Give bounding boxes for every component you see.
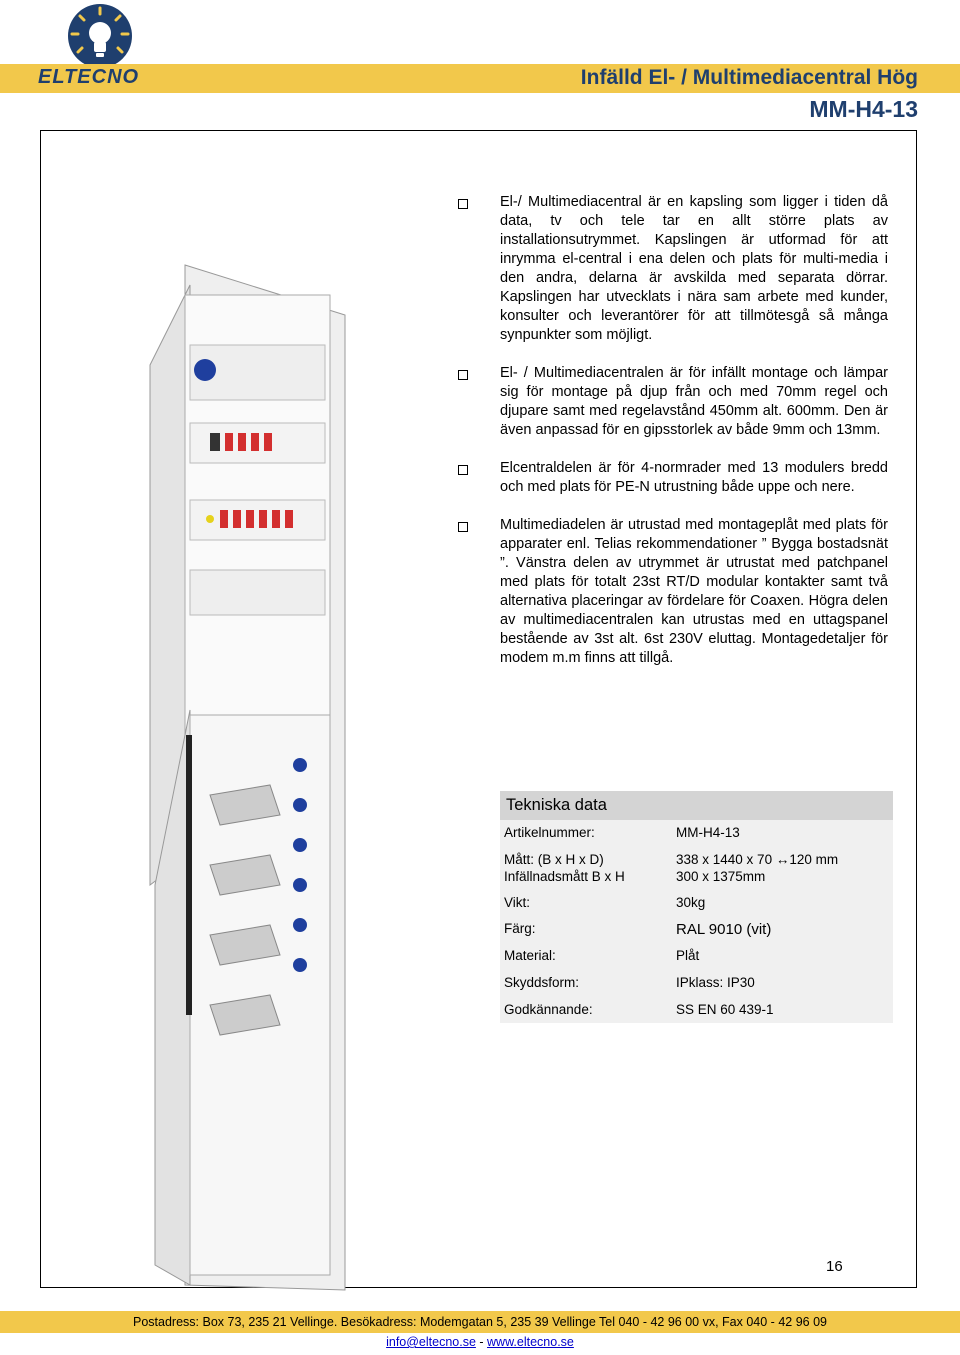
footer-address: Postadress: Box 73, 235 21 Vellinge. Besökadress: Modemgatan 5, 235 39 Vellinge Tel 040 - 42 96 00 vx, Fax 040 - 42 96 09 <box>133 1315 827 1329</box>
tech-value: 338 x 1440 x 70 ↔120 mm <box>676 852 839 867</box>
bullet-box-icon <box>458 522 468 532</box>
footer-separator: - <box>475 1335 488 1349</box>
website-link[interactable]: www.eltecno.se <box>487 1335 574 1349</box>
bullet-box-icon <box>458 465 468 475</box>
tech-data-table <box>500 791 893 1023</box>
page-number: 16 <box>826 1258 843 1275</box>
product-code: MM-H4-13 <box>809 96 918 122</box>
tech-value: RAL 9010 (vit) <box>676 921 772 938</box>
eltecno-logo-icon <box>66 2 134 70</box>
tech-label: Material: <box>504 948 556 963</box>
brand-name: ELTECNO <box>38 66 140 88</box>
tech-label: Infällnadsmått B x H <box>504 869 625 884</box>
tech-label: Färg: <box>504 921 536 936</box>
tech-value: Plåt <box>676 948 700 963</box>
tech-value: 30kg <box>676 895 706 910</box>
tech-value: 300 x 1375mm <box>676 869 766 884</box>
tech-value: MM-H4-13 <box>676 825 740 840</box>
footer-links <box>0 1335 960 1349</box>
cabinet-illustration <box>130 165 400 1295</box>
tech-label: Skyddsform: <box>504 975 580 990</box>
document-title: Infälld El- / Multimediacentral Hög <box>580 66 918 89</box>
tech-value: SS EN 60 439-1 <box>676 1002 774 1017</box>
tech-label: Vikt: <box>504 895 531 910</box>
tech-data-heading: Tekniska data <box>500 791 893 820</box>
tech-label: Godkännande: <box>504 1002 593 1017</box>
tech-label: Artikelnummer: <box>504 825 595 840</box>
email-link[interactable]: info@eltecno.se <box>386 1335 476 1349</box>
feature-item: El-/ Multimediacentral är en kapsling som ligger i tiden då data, tv och tele tar en allt större plats av installationsutrymmet. Kapslingen är utformad för att inrymma el-central i ena delen och plats för multi-media i den andra, delarna är avskilda med separata dörrar. Kapslingen har utvecklats i nära sam arbete med kunder, konsulter och leverantörer för att tillmötesgå så många synpunkter som möjligt. <box>458 193 888 345</box>
feature-item: Multimediadelen är utrustad med montageplåt med plats för apparater enl. Telias rekommendationer ” Bygga bostadsnät ”. Vänstra delen av utrymmet är utrustat med patchpanel med plats för totalt 23st RT/D modular kontakter samt två alternativa placeringar av fördelare för Coaxen. Högra delen av multimediacentralen kan utrustas med en uttagspanel bestående av 3st alt. 6st 230V eluttag. Montagedetaljer för modem m.m finns att tillgå. <box>458 516 888 668</box>
feature-item: El- / Multimediacentralen är för infällt montage och lämpar sig för montage på djup från och med 70mm regel och djupare samt med regelavstånd 450mm alt. 600mm. Den är även anpassad för en gipsstorlek av både 9mm och 13mm. <box>458 364 888 440</box>
feature-list <box>458 193 888 687</box>
tech-value: IPklass: IP30 <box>676 975 755 990</box>
bullet-box-icon <box>458 370 468 380</box>
tech-label: Mått: (B x H x D) <box>504 852 604 867</box>
bullet-box-icon <box>458 199 468 209</box>
feature-item: Elcentraldelen är för 4-normrader med 13 modulers bredd och med plats för PE-N utrustning både uppe och nere. <box>458 459 888 497</box>
